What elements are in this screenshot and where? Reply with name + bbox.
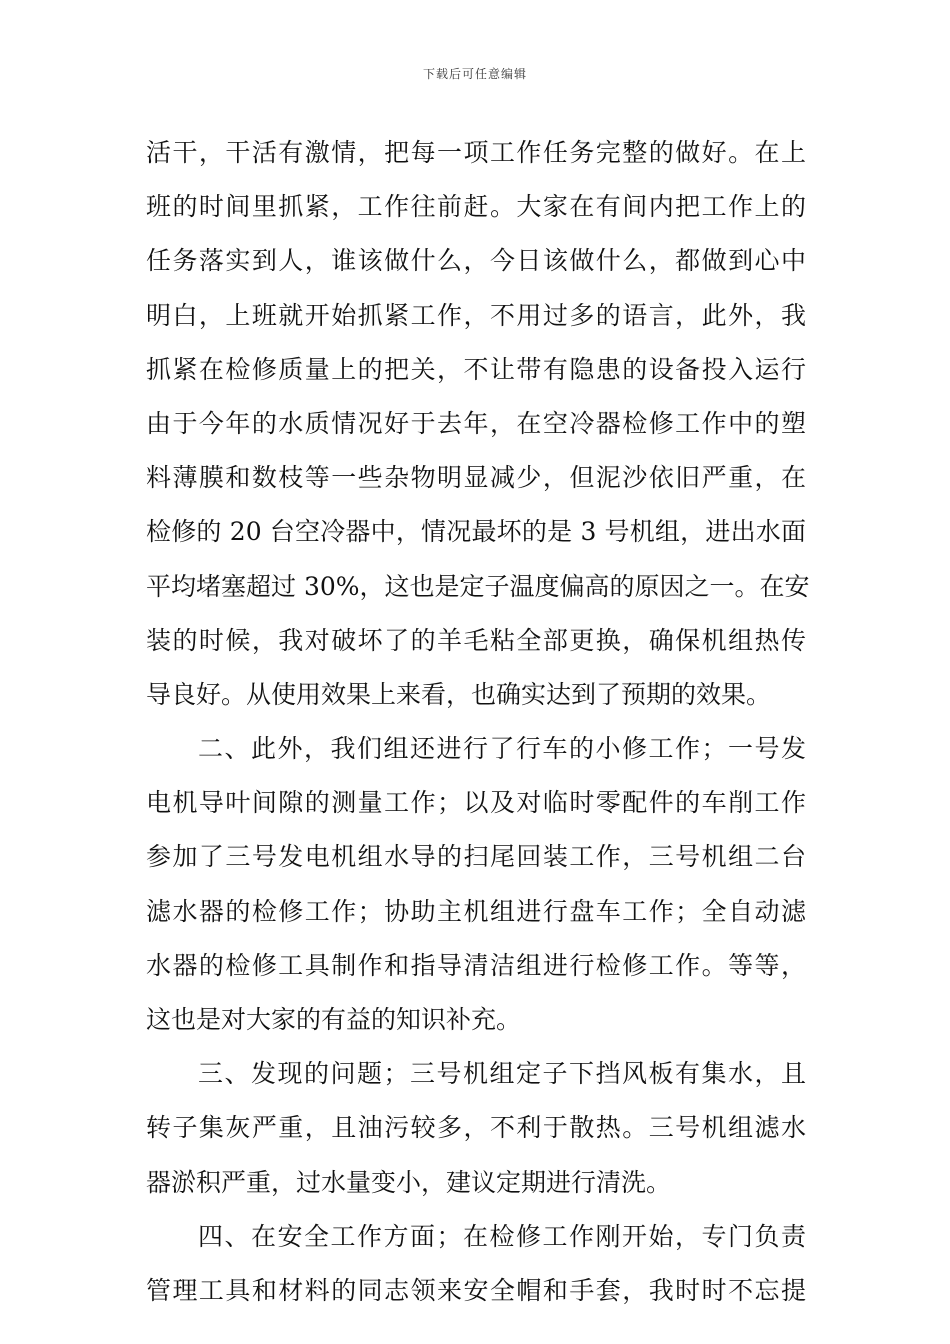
text-line: 由于今年的水质情况好于去年，在空冷器检修工作中的塑	[146, 408, 806, 438]
text-line: 明白，上班就开始抓紧工作，不用过多的语言，此外，我	[146, 300, 806, 330]
text-line: 管理工具和材料的同志领来安全帽和手套，我时时不忘提	[146, 1275, 806, 1305]
text-line: 滤水器的检修工作；协助主机组进行盘车工作；全自动滤	[146, 896, 806, 926]
text-line: 器淤积严重，过水量变小，建议定期进行清洗。	[146, 1167, 672, 1197]
paragraph-first-line: 四、在安全工作方面；在检修工作刚开始，专门负责	[198, 1221, 806, 1251]
text-line: 班的时间里抓紧，工作往前赶。大家在有间内把工作上的	[146, 192, 806, 222]
text-line: 检修的 20 台空冷器中，情况最坏的是 3 号机组，进出水面	[146, 517, 806, 547]
text-line: 活干，干活有激情，把每一项工作任务完整的做好。在上	[146, 138, 806, 167]
text-line: 料薄膜和数枝等一些杂物明显减少，但泥沙依旧严重，在	[146, 463, 806, 493]
text-line: 参加了三号发电机组水导的扫尾回装工作，三号机组二台	[146, 842, 806, 872]
text-line: 转子集灰严重，且油污较多，不利于散热。三号机组滤水	[146, 1113, 806, 1143]
text-line: 任务落实到人，谁该做什么，今日该做什么，都做到心中	[146, 246, 806, 276]
text-line: 水器的检修工具制作和指导清洁组进行检修工作。等等，	[146, 950, 806, 980]
text-line: 导良好。从使用效果上来看，也确实达到了预期的效果。	[146, 679, 772, 709]
text-line: 平均堵塞超过 30%，这也是定子温度偏高的原因之一。在安	[146, 571, 810, 601]
document-body	[146, 126, 810, 1318]
page-header: 下载后可任意编辑	[422, 67, 527, 81]
text-line: 这也是对大家的有益的知识补充。	[146, 1005, 522, 1034]
text-line: 抓紧在检修质量上的把关，不让带有隐患的设备投入运行	[146, 354, 806, 384]
paragraph-first-line: 三、发现的问题；三号机组定子下挡风板有集水，且	[198, 1059, 806, 1089]
text-line: 电机导叶间隙的测量工作；以及对临时零配件的车削工作	[146, 788, 806, 818]
paragraph-first-line: 二、此外，我们组还进行了行车的小修工作；一号发	[198, 734, 806, 764]
text-line: 装的时候，我对破坏了的羊毛粘全部更换，确保机组热传	[146, 625, 806, 655]
